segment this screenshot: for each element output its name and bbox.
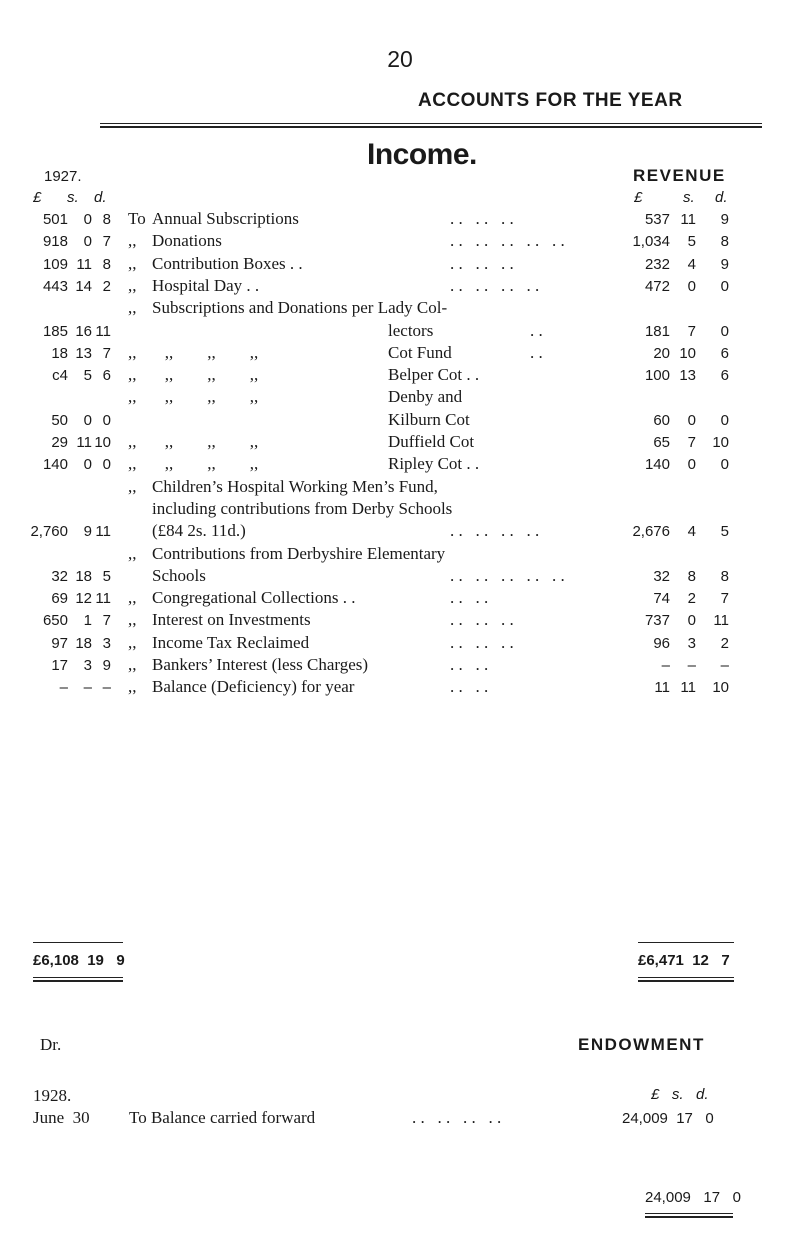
prev-shillings: 14 (75, 277, 92, 295)
endowment-dots: . . . . . . . . (412, 1108, 502, 1127)
curr-pence: 0 (720, 411, 729, 429)
table-row (0, 588, 800, 610)
prev-pence: 11 (95, 322, 111, 340)
curr-shillings: 4 (687, 523, 696, 541)
row-indent-label: lectors (388, 320, 434, 340)
row-prefix: ,, (128, 253, 137, 273)
prev-shillings: 18 (75, 634, 92, 652)
table-row (0, 343, 800, 365)
curr-shillings: 10 (679, 344, 696, 362)
curr-shillings: – (687, 657, 696, 674)
total-right: £6,471 12 7 (638, 952, 730, 969)
prev-pounds: 140 (42, 456, 68, 474)
curr-shillings: 11 (680, 679, 696, 697)
curr-shillings: 4 (687, 255, 696, 273)
curr-pounds: 74 (653, 590, 670, 608)
row-leader-dots: . . . . . . (450, 209, 514, 228)
curr-pounds: 96 (653, 634, 670, 652)
row-prefix: ,, (128, 655, 137, 674)
row-leader-dots: . . . . (450, 655, 489, 674)
row-label: Children’s Hospital Working Men’s Fund, (152, 476, 438, 496)
prev-pence: 9 (102, 657, 111, 674)
row-label: Contribution Boxes . . (152, 253, 303, 273)
row-leader-dots: . . . . . . . . (450, 275, 540, 295)
row-prefix: ,, (128, 365, 137, 385)
row-prefix: ,, (128, 632, 137, 652)
endowment-value: 24,009 17 0 (622, 1110, 714, 1127)
prev-pounds: 443 (42, 277, 68, 295)
curr-pence: 2 (720, 634, 729, 652)
row-label: Contributions from Derbyshire Elementary (152, 543, 446, 563)
row-prefix: ,, (128, 454, 137, 474)
prev-pounds: c4 (52, 367, 68, 385)
prev-pence: 0 (102, 411, 111, 429)
curr-pounds: 181 (644, 322, 670, 340)
prev-pounds: 97 (51, 634, 68, 652)
prev-pounds: 18 (51, 344, 68, 362)
prev-shillings: – (83, 679, 92, 697)
prev-shillings: 11 (76, 434, 92, 451)
curr-pounds: 232 (644, 255, 670, 273)
curr-pence: 9 (720, 211, 729, 228)
prev-pounds: 29 (51, 434, 68, 451)
page-number: 20 (387, 46, 413, 72)
table-row (0, 454, 800, 476)
row-prefix: ,, (128, 476, 137, 496)
curr-shillings: 11 (680, 211, 696, 228)
prev-pence: 0 (102, 456, 111, 474)
row-prefix: ,, (128, 677, 137, 697)
endowment-label: To Balance carried forward (129, 1108, 316, 1127)
curr-shillings: 7 (687, 322, 696, 340)
endowment-year: 1928. (33, 1086, 72, 1105)
prev-shillings: 13 (75, 344, 92, 362)
curr-pounds: 1,034 (632, 233, 670, 251)
row-leader-dots: . . . . . . (450, 632, 514, 652)
row-leader-dots: . . . . . . . . . . (450, 231, 565, 251)
curr-shillings: 7 (687, 434, 696, 451)
row-leader-dots: . . (530, 342, 543, 362)
curr-pounds: 2,676 (632, 523, 670, 541)
row-indent-label: Duffield Cot (388, 432, 475, 451)
left-col-pounds: £ (33, 189, 42, 206)
row-ditto: ,, ,, ,, (152, 454, 259, 474)
prev-pence: – (102, 679, 111, 697)
prev-shillings: 18 (75, 567, 92, 585)
table-row (0, 298, 800, 320)
prev-pence: 8 (102, 255, 111, 273)
right-col-shillings: s. (683, 189, 695, 206)
total-left: £6,108 19 9 (33, 952, 125, 969)
total-right-dbl-2 (638, 980, 734, 982)
table-row (0, 477, 800, 499)
row-prefix: ,, (128, 342, 137, 362)
curr-pence: 7 (720, 590, 729, 608)
prev-pounds: – (59, 679, 68, 697)
curr-pence: 5 (720, 523, 729, 541)
prev-pence: 6 (102, 367, 111, 385)
table-row (0, 610, 800, 632)
table-row (0, 544, 800, 566)
prev-pence: 5 (102, 567, 111, 585)
row-prefix: ,, (128, 610, 137, 630)
curr-shillings: 0 (687, 277, 696, 295)
prev-shillings: 11 (76, 255, 92, 273)
total-right-dbl-1 (638, 977, 734, 978)
prev-shillings: 12 (75, 590, 92, 608)
revenue-heading: REVENUE (633, 166, 726, 185)
curr-shillings: 0 (687, 411, 696, 429)
row-indent-label: Cot Fund (388, 342, 452, 362)
row-prefix: ,, (128, 298, 137, 318)
endowment-date: June 30 (33, 1108, 90, 1127)
left-col-pence: d. (94, 189, 107, 206)
prev-pounds: 918 (42, 233, 68, 251)
curr-pounds: 737 (644, 612, 670, 630)
row-label: Schools (152, 565, 206, 585)
row-label: Interest on Investments (152, 610, 311, 630)
row-label: Donations (152, 231, 222, 251)
prev-pounds: 109 (42, 255, 68, 273)
table-row (0, 231, 800, 253)
curr-shillings: 5 (687, 233, 696, 251)
curr-pounds: 100 (644, 367, 670, 385)
prev-pounds: 650 (42, 612, 68, 630)
row-prefix: ,, (128, 543, 137, 563)
row-indent-label: Ripley Cot . . (388, 454, 480, 474)
prev-pounds: 69 (51, 590, 68, 608)
endowment-total: 24,009 17 0 (645, 1189, 741, 1206)
curr-pence: 10 (712, 679, 729, 697)
prev-pounds: 2,760 (30, 523, 68, 541)
row-indent-label: Kilburn Cot (388, 409, 470, 429)
prev-pence: 7 (102, 612, 111, 630)
prev-pence: 2 (102, 277, 111, 295)
curr-pounds: 11 (654, 679, 670, 697)
row-label: Annual Subscriptions (152, 209, 299, 228)
prev-shillings: 1 (83, 612, 92, 630)
prev-shillings: 16 (75, 322, 92, 340)
page-title: ACCOUNTS FOR THE YEAR (418, 90, 683, 111)
prev-pounds: 32 (51, 567, 68, 585)
left-year: 1927. (44, 168, 82, 185)
curr-pounds: 20 (653, 344, 670, 362)
header-rule-bottom (100, 126, 762, 128)
row-prefix: ,, (128, 231, 137, 251)
prev-pence: 11 (95, 523, 111, 541)
prev-pounds: 17 (51, 657, 68, 674)
prev-shillings: 0 (83, 411, 92, 429)
row-leader-dots: . . . . (450, 588, 489, 608)
curr-shillings: 0 (687, 456, 696, 474)
curr-pounds: – (661, 657, 670, 674)
prev-shillings: 0 (83, 211, 92, 228)
total-left-dbl-2 (33, 980, 123, 982)
prev-pence: 3 (102, 634, 111, 652)
prev-shillings: 0 (83, 233, 92, 251)
curr-pence: 0 (720, 322, 729, 340)
row-indent-label: Belper Cot . . (388, 365, 480, 385)
row-label: Hospital Day . . (152, 275, 260, 295)
table-row (0, 209, 800, 231)
endowment-cols: £ s. d. (651, 1086, 709, 1103)
curr-pence: 6 (720, 367, 729, 385)
row-leader-dots: . . (530, 320, 543, 340)
table-row (0, 254, 800, 276)
curr-pence: 6 (720, 344, 729, 362)
table-row (0, 387, 800, 409)
curr-pounds: 65 (653, 434, 670, 451)
prev-pounds: 50 (51, 411, 68, 429)
table-row (0, 499, 800, 521)
curr-shillings: 8 (687, 567, 696, 585)
curr-shillings: 0 (687, 612, 696, 630)
income-heading: Income. (367, 138, 477, 171)
curr-pounds: 32 (653, 567, 670, 585)
curr-pounds: 140 (644, 456, 670, 474)
row-ditto: ,, ,, ,, (152, 387, 259, 407)
row-leader-dots: . . . . . . . . (450, 521, 540, 541)
row-ditto: ,, ,, ,, (152, 432, 259, 451)
prev-pence: 7 (102, 233, 111, 251)
prev-pounds: 185 (42, 322, 68, 340)
table-row (0, 633, 800, 655)
row-prefix: To (128, 209, 146, 228)
endowment-dr: Dr. (40, 1035, 62, 1054)
row-prefix: ,, (128, 432, 137, 451)
row-label: Bankers’ Interest (less Charges) (152, 655, 369, 674)
row-ditto: ,, ,, ,, (152, 342, 259, 362)
header-rule-top (100, 123, 762, 124)
total-left-rule (33, 942, 123, 943)
table-row (0, 521, 800, 543)
row-label: including contributions from Derby Schools (152, 498, 453, 518)
table-row (0, 677, 800, 699)
table-row (0, 321, 800, 343)
prev-pence: 8 (102, 211, 111, 228)
row-label: (£84 2s. 11d.) (152, 521, 246, 541)
curr-pence: 0 (720, 277, 729, 295)
curr-shillings: 3 (687, 634, 696, 652)
curr-pence: 10 (712, 434, 729, 451)
right-col-pounds: £ (634, 189, 643, 206)
right-col-pence: d. (715, 189, 728, 206)
endowment-total-rule-1 (645, 1213, 733, 1214)
table-row (0, 365, 800, 387)
row-prefix: ,, (128, 275, 137, 295)
row-prefix: ,, (128, 588, 137, 608)
prev-pence: 11 (95, 590, 111, 608)
row-prefix: ,, (128, 387, 137, 407)
curr-shillings: 13 (679, 367, 696, 385)
curr-pence: 8 (720, 233, 729, 251)
prev-shillings: 0 (83, 456, 92, 474)
row-indent-label: Denby and (388, 387, 463, 407)
endowment-total-rule-2 (645, 1216, 733, 1218)
row-leader-dots: . . . . . . (450, 253, 514, 273)
curr-pence: 11 (713, 612, 729, 630)
prev-pence: 7 (102, 344, 111, 362)
prev-shillings: 5 (83, 367, 92, 385)
row-label: Congregational Collections . . (152, 588, 356, 608)
total-left-dbl-1 (33, 977, 123, 978)
curr-pence: 8 (720, 567, 729, 585)
table-row (0, 432, 800, 454)
row-leader-dots: . . . . (450, 677, 489, 697)
prev-pounds: 501 (42, 211, 68, 228)
prev-shillings: 3 (83, 657, 92, 674)
row-leader-dots: . . . . . . (450, 610, 514, 630)
curr-pence: 0 (720, 456, 729, 474)
table-row (0, 566, 800, 588)
curr-pounds: 60 (653, 411, 670, 429)
prev-pence: 10 (94, 434, 111, 451)
table-row (0, 655, 800, 677)
left-col-shillings: s. (67, 189, 79, 206)
curr-pence: – (720, 657, 729, 674)
curr-pounds: 537 (644, 211, 670, 228)
row-label: Subscriptions and Donations per Lady Col- (152, 298, 448, 318)
curr-shillings: 2 (687, 590, 696, 608)
prev-shillings: 9 (83, 523, 92, 541)
table-row (0, 410, 800, 432)
total-right-rule (638, 942, 734, 943)
table-row (0, 276, 800, 298)
curr-pence: 9 (720, 255, 729, 273)
row-label: Income Tax Reclaimed (152, 632, 310, 652)
endowment-heading: ENDOWMENT (578, 1035, 705, 1054)
row-label: Balance (Deficiency) for year (152, 677, 355, 697)
row-ditto: ,, ,, ,, (152, 365, 259, 385)
curr-pounds: 472 (644, 277, 670, 295)
row-leader-dots: . . . . . . . . . . (450, 565, 565, 585)
